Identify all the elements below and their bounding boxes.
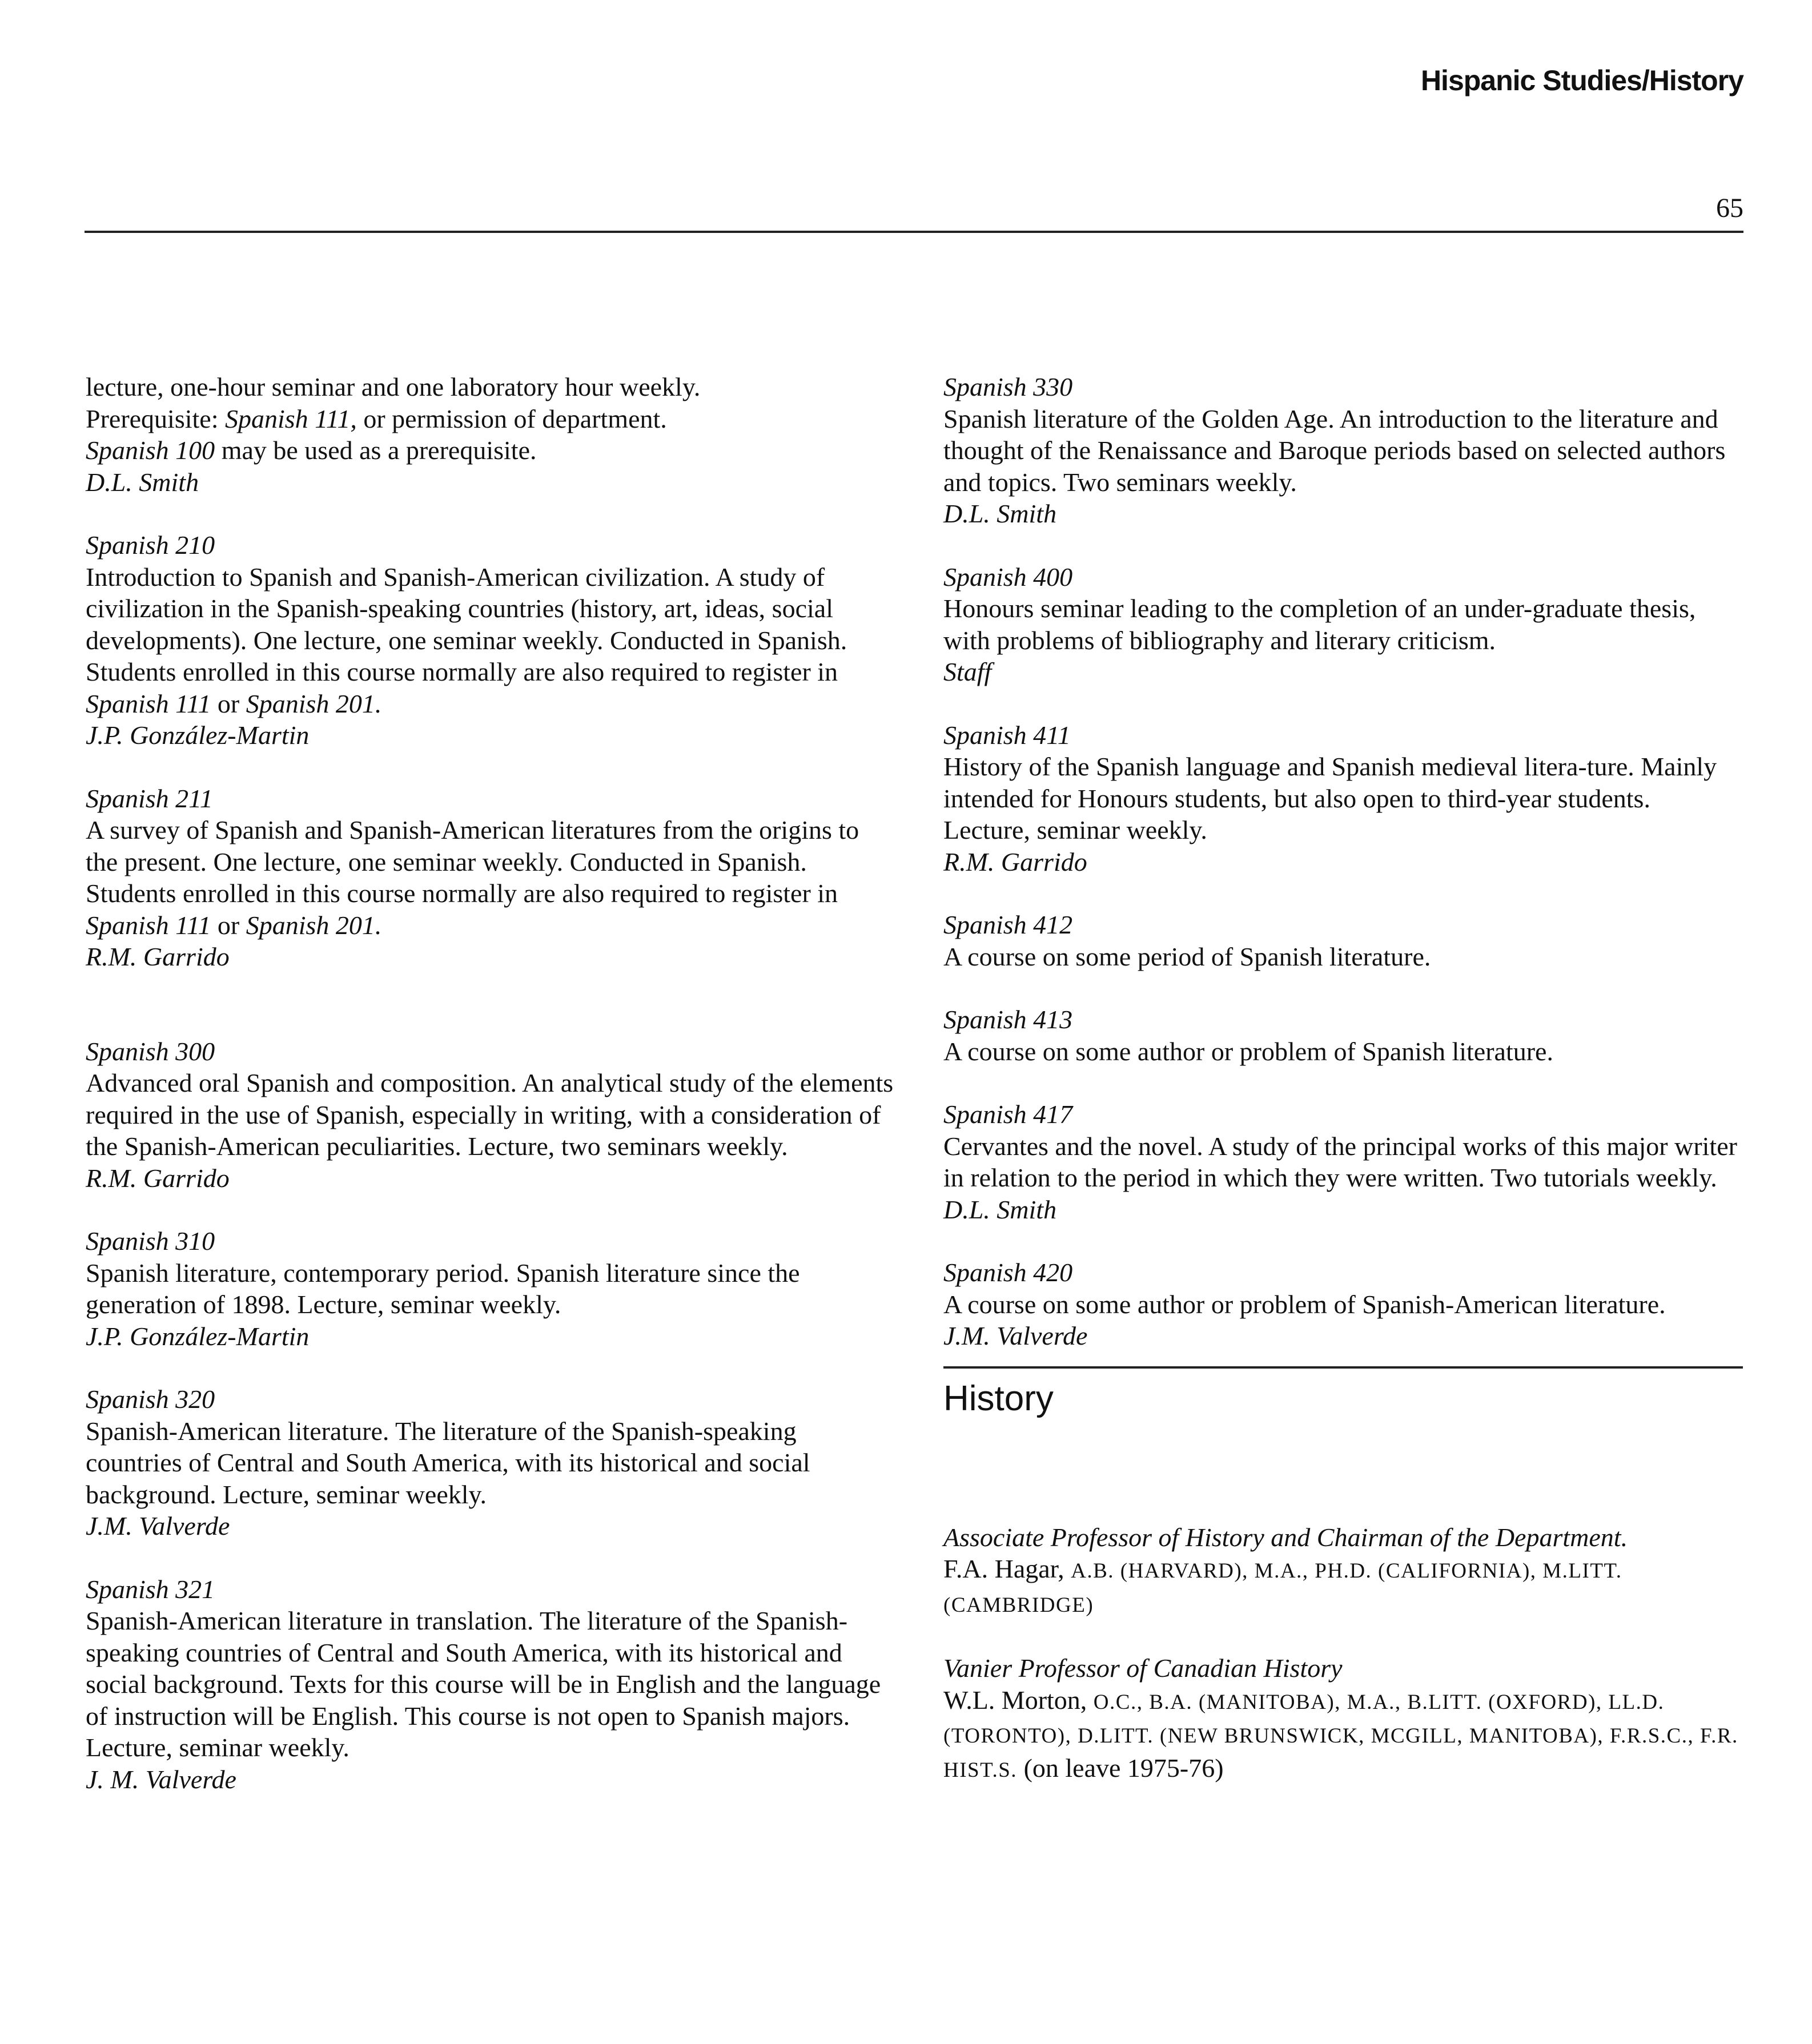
course-instructor: J.P. González-Martin [86,1321,310,1351]
course-spanish-310 [86,1225,897,1352]
faculty-credentials: O.C., B.A. (MANITOBA), M.A., B.LITT. (OXFORD), LL.D. (TORONTO), D.LITT. (NEW BRUNSWICK, MCGILL, MANITOBA), F.R.S.C., F.R. HIST.S. [943,1690,1738,1782]
course-description: A course on some author or problem of Spanish-American literature. [943,1289,1666,1319]
course-code: Spanish 321 [86,1574,215,1604]
course-instructor: R.M. Garrido [86,1163,230,1193]
course-code: Spanish 400 [943,562,1073,592]
course-instructor: D.L. Smith [943,499,1057,528]
course-instructor: J.M. Valverde [86,1511,230,1540]
course-description: A survey of Spanish and Spanish-American literatures from the origins to the present. One lecture, one seminar weekly. Conducted in Spanish. Students enrolled in this course normally are also required to register in Spanish 111 or Spanish 201. [86,815,859,940]
course-text: Spanish 100 may be used as a prerequisite. [86,436,537,465]
course-code: Spanish 300 [86,1036,215,1066]
page-number: 65 [1716,193,1743,223]
course-description: Honours seminar leading to the completion of an under-graduate thesis, with problems of bibliography and literary criticism. [943,594,1696,655]
right-column [943,371,1743,1817]
course-code: Spanish 412 [943,910,1073,939]
course-instructor: D.L. Smith [943,1194,1057,1224]
course-code: Spanish 210 [86,530,215,560]
course-spanish-300 [86,1036,897,1194]
course-spanish-321 [86,1574,897,1796]
course-description: A course on some author or problem of Spanish literature. [943,1036,1553,1066]
course-code: Spanish 420 [943,1258,1073,1287]
course-instructor: D.L. Smith [86,467,199,497]
course-spanish-413 [943,1004,1743,1067]
course-code: Spanish 330 [943,372,1073,401]
faculty-role: Vanier Professor of Canadian History [943,1653,1343,1683]
course-code: Spanish 413 [943,1005,1073,1034]
course-code: Spanish 417 [943,1100,1073,1129]
course-description: Spanish literature of the Golden Age. An introduction to the literature and thought of the Renaissance and Baroque periods based on selected authors and topics. Two seminars weekly. [943,404,1726,497]
course-description: Spanish-American literature. The literature of the Spanish-speaking countries of Central and South America, with its historical and social background. Lecture, seminar weekly. [86,1416,810,1509]
course-text: lecture, one-hour seminar and one laboratory hour weekly. [86,372,701,401]
header-rule [85,231,1743,233]
course-instructor: R.M. Garrido [86,942,230,971]
course-description: Cervantes and the novel. A study of the principal works of this major writer in relation to the period in which they were written. Two tutorials weekly. [943,1131,1737,1192]
course-spanish-417 [943,1099,1743,1225]
left-column [86,371,897,1826]
faculty-note: (on leave 1975-76) [1017,1753,1224,1783]
faculty-entry [943,1652,1743,1786]
course-description: A course on some period of Spanish literature. [943,941,1431,971]
section-title-history: History [943,1378,1054,1418]
course-description: History of the Spanish language and Spanish medieval litera-ture. Mainly intended for Honours students, but also open to third-year students. Lecture, seminar weekly. [943,752,1717,844]
course-instructor: J. M. Valverde [86,1764,236,1794]
course-instructor: J.M. Valverde [943,1321,1088,1350]
course-code: Spanish 320 [86,1385,215,1414]
running-head: Hispanic Studies/History [1420,65,1743,96]
course-description: Advanced oral Spanish and composition. An analytical study of the elements required in the use of Spanish, especially in writing, with a consideration of the Spanish-American peculiarities. Lecture, two seminars weekly. [86,1068,894,1161]
course-instructor: J.P. González-Martin [86,721,310,750]
course-description: Introduction to Spanish and Spanish-American civilization. A study of civilization in the Spanish-speaking countries (history, art, ideas, social developments). One lecture, one seminar weekly. Conducted in Spanish. Students enrolled in this course normally are also required to register in Spanish 111 or Spanish 201. [86,562,847,718]
course-code: Spanish 310 [86,1226,215,1256]
course-description: Spanish literature, contemporary period. Spanish literature since the generation of 1898. Lecture, seminar weekly. [86,1258,800,1319]
course-instructor: Staff [943,657,992,686]
course-instructor: R.M. Garrido [943,847,1087,876]
course-spanish-330 [943,371,1743,530]
course-prerequisite: Prerequisite: Spanish 111, or permission of department. [86,404,667,433]
course-spanish-320 [86,1383,897,1542]
course-code: Spanish 411 [943,720,1071,750]
course-continuation [86,371,897,498]
course-spanish-412 [943,909,1743,972]
course-spanish-411 [943,719,1743,878]
course-spanish-211 [86,783,897,973]
faculty-name: W.L. Morton, [943,1685,1094,1715]
faculty-credentials: A.B. (HARVARD), M.A., PH.D. (CALIFORNIA), M.LITT. (CAMBRIDGE) [943,1559,1622,1617]
course-spanish-420 [943,1257,1743,1352]
course-spanish-210 [86,529,897,751]
course-code: Spanish 211 [86,783,213,813]
course-spanish-400 [943,561,1743,688]
faculty-role: Associate Professor of History and Chairman of the Department. [943,1522,1628,1552]
section-rule [943,1366,1743,1369]
course-description: Spanish-American literature in translation. The literature of the Spanish-speaking countries of Central and South America, with its historical and social background. Texts for this course will be in English and the language of instruction will be English. This course is not open to Spanish majors. Lecture, seminar weekly. [86,1606,881,1762]
faculty-name: F.A. Hagar, [943,1554,1071,1583]
faculty-entry [943,1522,1743,1621]
